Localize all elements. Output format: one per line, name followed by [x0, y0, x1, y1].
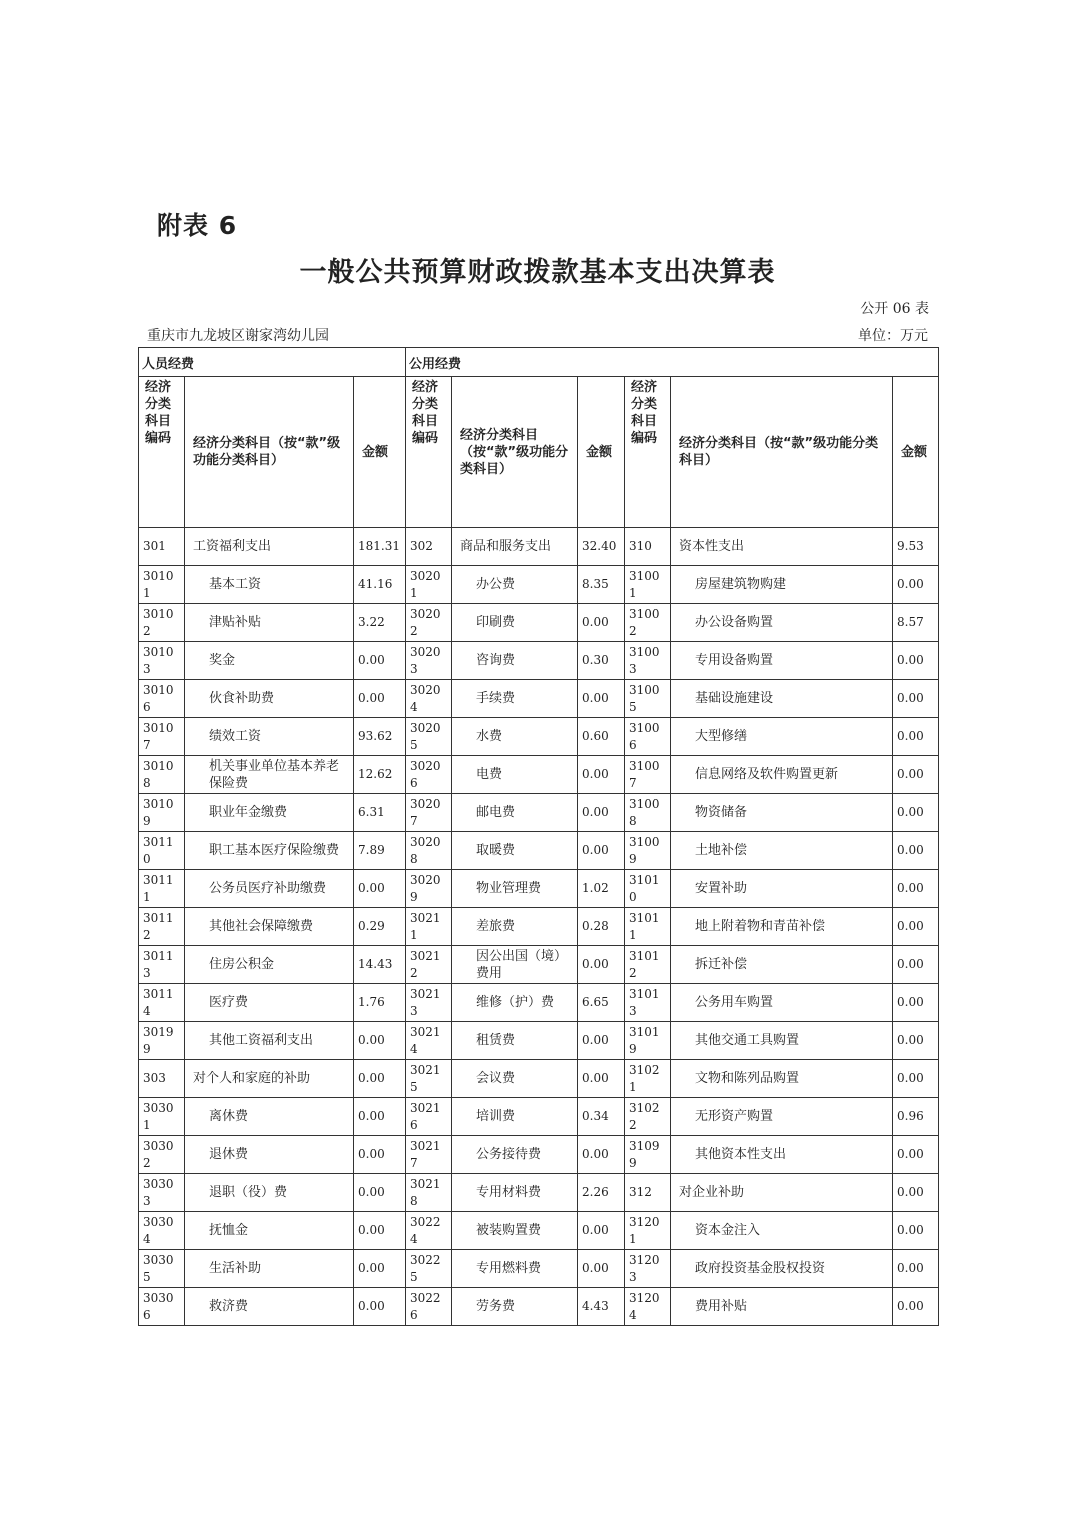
cell-code-1: 303 — [139, 1060, 185, 1098]
cell-amount-2: 0.00 — [578, 680, 625, 718]
cell-name-2: 会议费 — [452, 1060, 578, 1098]
cell-code-2: 30208 — [406, 832, 452, 870]
cell-code-2: 30215 — [406, 1060, 452, 1098]
cell-name-2: 专用燃料费 — [452, 1250, 578, 1288]
cell-name-1: 津贴补贴 — [185, 604, 354, 642]
table-code: 公开 06 表 — [860, 301, 929, 317]
cell-name-3: 资本金注入 — [671, 1212, 893, 1250]
cell-code-3: 31019 — [625, 1022, 671, 1060]
organization-name: 重庆市九龙坡区谢家湾幼儿园 — [147, 328, 329, 344]
cell-code-2: 30211 — [406, 908, 452, 946]
cell-amount-3: 0.00 — [893, 1250, 939, 1288]
header-name-3: 经济分类科目（按“款”级功能分类科目） — [671, 377, 893, 528]
unit-label: 单位：万元 — [858, 328, 928, 344]
cell-amount-2: 0.00 — [578, 756, 625, 794]
cell-amount-1: 0.00 — [354, 1288, 406, 1326]
cell-code-3: 31001 — [625, 566, 671, 604]
cell-code-2: 30225 — [406, 1250, 452, 1288]
cell-code-3: 310 — [625, 528, 671, 566]
cell-code-2: 30204 — [406, 680, 452, 718]
cell-name-2: 公务接待费 — [452, 1136, 578, 1174]
cell-name-2: 劳务费 — [452, 1288, 578, 1326]
cell-amount-2: 0.28 — [578, 908, 625, 946]
cell-code-2: 302 — [406, 528, 452, 566]
cell-name-2: 办公费 — [452, 566, 578, 604]
cell-amount-3: 0.00 — [893, 642, 939, 680]
cell-name-3: 对企业补助 — [671, 1174, 893, 1212]
table-row — [139, 1288, 939, 1326]
cell-code-3: 31007 — [625, 756, 671, 794]
cell-code-3: 31011 — [625, 908, 671, 946]
cell-code-3: 31009 — [625, 832, 671, 870]
cell-amount-2: 0.00 — [578, 794, 625, 832]
cell-code-3: 31021 — [625, 1060, 671, 1098]
cell-amount-2: 0.00 — [578, 1136, 625, 1174]
cell-code-1: 301 — [139, 528, 185, 566]
cell-name-3: 拆迁补偿 — [671, 946, 893, 984]
cell-amount-1: 12.62 — [354, 756, 406, 794]
cell-amount-1: 0.00 — [354, 1136, 406, 1174]
cell-amount-1: 7.89 — [354, 832, 406, 870]
cell-amount-1: 6.31 — [354, 794, 406, 832]
cell-code-3: 31204 — [625, 1288, 671, 1326]
cell-name-2: 水费 — [452, 718, 578, 756]
cell-name-3: 大型修缮 — [671, 718, 893, 756]
cell-code-3: 31010 — [625, 870, 671, 908]
cell-code-1: 30106 — [139, 680, 185, 718]
cell-code-3: 31203 — [625, 1250, 671, 1288]
cell-amount-1: 0.00 — [354, 1174, 406, 1212]
cell-amount-2: 0.00 — [578, 832, 625, 870]
header-amount-1: 金额 — [354, 377, 406, 528]
cell-code-3: 31201 — [625, 1212, 671, 1250]
cell-amount-2: 1.02 — [578, 870, 625, 908]
cell-amount-2: 6.65 — [578, 984, 625, 1022]
cell-name-2: 因公出国（境）费用 — [452, 946, 578, 984]
cell-code-1: 30111 — [139, 870, 185, 908]
cell-code-1: 30110 — [139, 832, 185, 870]
cell-name-1: 救济费 — [185, 1288, 354, 1326]
cell-amount-3: 0.00 — [893, 718, 939, 756]
cell-amount-1: 1.76 — [354, 984, 406, 1022]
cell-amount-2: 0.00 — [578, 1250, 625, 1288]
table-row — [139, 794, 939, 832]
cell-name-1: 职业年金缴费 — [185, 794, 354, 832]
expenditure-table — [138, 347, 939, 1326]
table-row — [139, 1212, 939, 1250]
cell-code-3: 312 — [625, 1174, 671, 1212]
cell-code-3: 31003 — [625, 642, 671, 680]
cell-name-3: 物资储备 — [671, 794, 893, 832]
section-personnel: 人员经费 — [139, 348, 406, 377]
cell-code-1: 30199 — [139, 1022, 185, 1060]
table-row — [139, 680, 939, 718]
table-row — [139, 946, 939, 984]
cell-name-2: 租赁费 — [452, 1022, 578, 1060]
cell-name-1: 其他社会保障缴费 — [185, 908, 354, 946]
cell-amount-3: 0.00 — [893, 1022, 939, 1060]
cell-code-2: 30202 — [406, 604, 452, 642]
cell-amount-1: 14.43 — [354, 946, 406, 984]
cell-code-1: 30101 — [139, 566, 185, 604]
cell-name-1: 医疗费 — [185, 984, 354, 1022]
cell-name-1: 职工基本医疗保险缴费 — [185, 832, 354, 870]
cell-amount-1: 0.00 — [354, 680, 406, 718]
column-header-row — [139, 377, 939, 528]
cell-amount-2: 0.34 — [578, 1098, 625, 1136]
cell-code-1: 30103 — [139, 642, 185, 680]
cell-code-1: 30112 — [139, 908, 185, 946]
cell-amount-1: 181.31 — [354, 528, 406, 566]
cell-amount-2: 32.40 — [578, 528, 625, 566]
table-row — [139, 1022, 939, 1060]
cell-code-2: 30212 — [406, 946, 452, 984]
cell-name-3: 资本性支出 — [671, 528, 893, 566]
table-row — [139, 718, 939, 756]
cell-amount-3: 0.00 — [893, 1174, 939, 1212]
cell-amount-1: 0.00 — [354, 870, 406, 908]
cell-name-1: 住房公积金 — [185, 946, 354, 984]
cell-name-3: 公务用车购置 — [671, 984, 893, 1022]
cell-code-1: 30306 — [139, 1288, 185, 1326]
table-row — [139, 1250, 939, 1288]
cell-amount-3: 0.00 — [893, 756, 939, 794]
header-code-1: 经济分类科目编码 — [139, 377, 185, 528]
cell-code-3: 31002 — [625, 604, 671, 642]
cell-name-1: 离休费 — [185, 1098, 354, 1136]
cell-amount-3: 0.96 — [893, 1098, 939, 1136]
table-row — [139, 1174, 939, 1212]
cell-name-2: 差旅费 — [452, 908, 578, 946]
cell-code-2: 30226 — [406, 1288, 452, 1326]
cell-amount-2: 0.00 — [578, 1212, 625, 1250]
cell-name-2: 商品和服务支出 — [452, 528, 578, 566]
cell-amount-2: 8.35 — [578, 566, 625, 604]
cell-amount-1: 0.29 — [354, 908, 406, 946]
cell-name-3: 专用设备购置 — [671, 642, 893, 680]
cell-name-2: 电费 — [452, 756, 578, 794]
cell-amount-3: 0.00 — [893, 680, 939, 718]
cell-code-3: 31013 — [625, 984, 671, 1022]
cell-amount-3: 0.00 — [893, 566, 939, 604]
cell-code-1: 30301 — [139, 1098, 185, 1136]
cell-code-2: 30207 — [406, 794, 452, 832]
cell-name-2: 维修（护）费 — [452, 984, 578, 1022]
table-row — [139, 642, 939, 680]
table-row — [139, 566, 939, 604]
cell-code-2: 30205 — [406, 718, 452, 756]
cell-amount-2: 0.60 — [578, 718, 625, 756]
cell-name-3: 基础设施建设 — [671, 680, 893, 718]
cell-name-3: 其他资本性支出 — [671, 1136, 893, 1174]
cell-code-1: 30304 — [139, 1212, 185, 1250]
cell-amount-3: 0.00 — [893, 908, 939, 946]
cell-code-2: 30206 — [406, 756, 452, 794]
cell-code-3: 31022 — [625, 1098, 671, 1136]
header-name-2: 经济分类科目（按“款”级功能分类科目） — [452, 377, 578, 528]
cell-code-1: 30107 — [139, 718, 185, 756]
cell-name-2: 印刷费 — [452, 604, 578, 642]
cell-code-3: 31099 — [625, 1136, 671, 1174]
cell-amount-2: 2.26 — [578, 1174, 625, 1212]
cell-code-1: 30302 — [139, 1136, 185, 1174]
table-row — [139, 604, 939, 642]
cell-code-2: 30214 — [406, 1022, 452, 1060]
cell-amount-3: 0.00 — [893, 1212, 939, 1250]
cell-code-1: 30102 — [139, 604, 185, 642]
cell-name-1: 抚恤金 — [185, 1212, 354, 1250]
cell-amount-2: 0.00 — [578, 1060, 625, 1098]
cell-name-3: 文物和陈列品购置 — [671, 1060, 893, 1098]
cell-amount-3: 8.57 — [893, 604, 939, 642]
cell-code-3: 31008 — [625, 794, 671, 832]
cell-code-2: 30203 — [406, 642, 452, 680]
cell-code-1: 30305 — [139, 1250, 185, 1288]
cell-name-2: 手续费 — [452, 680, 578, 718]
section-header-row — [139, 348, 939, 377]
cell-code-2: 30224 — [406, 1212, 452, 1250]
cell-code-3: 31005 — [625, 680, 671, 718]
cell-name-2: 被装购置费 — [452, 1212, 578, 1250]
cell-amount-1: 93.62 — [354, 718, 406, 756]
table-row — [139, 832, 939, 870]
cell-amount-2: 0.00 — [578, 1022, 625, 1060]
cell-name-1: 退职（役）费 — [185, 1174, 354, 1212]
cell-code-1: 30114 — [139, 984, 185, 1022]
cell-name-3: 办公设备购置 — [671, 604, 893, 642]
cell-name-1: 生活补助 — [185, 1250, 354, 1288]
cell-amount-1: 0.00 — [354, 1250, 406, 1288]
cell-amount-1: 3.22 — [354, 604, 406, 642]
cell-name-3: 土地补偿 — [671, 832, 893, 870]
cell-amount-3: 0.00 — [893, 1288, 939, 1326]
header-code-2: 经济分类科目编码 — [406, 377, 452, 528]
header-amount-3: 金额 — [893, 377, 939, 528]
table-row — [139, 1136, 939, 1174]
section-public: 公用经费 — [406, 348, 939, 377]
annex-label: 附表 6 — [157, 211, 238, 240]
cell-name-2: 咨询费 — [452, 642, 578, 680]
table-row — [139, 870, 939, 908]
cell-code-2: 30213 — [406, 984, 452, 1022]
cell-code-1: 30109 — [139, 794, 185, 832]
cell-name-1: 公务员医疗补助缴费 — [185, 870, 354, 908]
cell-name-1: 退休费 — [185, 1136, 354, 1174]
cell-name-1: 其他工资福利支出 — [185, 1022, 354, 1060]
cell-amount-3: 0.00 — [893, 870, 939, 908]
header-code-3: 经济分类科目编码 — [625, 377, 671, 528]
cell-name-3: 无形资产购置 — [671, 1098, 893, 1136]
cell-name-3: 其他交通工具购置 — [671, 1022, 893, 1060]
cell-amount-2: 4.43 — [578, 1288, 625, 1326]
page-title: 一般公共预算财政拨款基本支出决算表 — [299, 257, 776, 288]
cell-code-1: 30303 — [139, 1174, 185, 1212]
cell-amount-1: 0.00 — [354, 1212, 406, 1250]
cell-amount-1: 0.00 — [354, 1022, 406, 1060]
cell-amount-3: 0.00 — [893, 832, 939, 870]
cell-name-1: 对个人和家庭的补助 — [185, 1060, 354, 1098]
cell-name-2: 邮电费 — [452, 794, 578, 832]
cell-amount-3: 9.53 — [893, 528, 939, 566]
cell-name-1: 绩效工资 — [185, 718, 354, 756]
cell-code-2: 30218 — [406, 1174, 452, 1212]
cell-amount-2: 0.00 — [578, 604, 625, 642]
cell-code-3: 31012 — [625, 946, 671, 984]
table-row — [139, 1098, 939, 1136]
table-row — [139, 984, 939, 1022]
cell-name-2: 物业管理费 — [452, 870, 578, 908]
cell-name-2: 培训费 — [452, 1098, 578, 1136]
cell-amount-2: 0.00 — [578, 946, 625, 984]
cell-name-1: 伙食补助费 — [185, 680, 354, 718]
cell-name-3: 信息网络及软件购置更新 — [671, 756, 893, 794]
cell-name-1: 奖金 — [185, 642, 354, 680]
cell-amount-3: 0.00 — [893, 1136, 939, 1174]
table-row — [139, 908, 939, 946]
cell-amount-3: 0.00 — [893, 1060, 939, 1098]
cell-name-1: 机关事业单位基本养老保险费 — [185, 756, 354, 794]
cell-code-2: 30217 — [406, 1136, 452, 1174]
table-row — [139, 528, 939, 566]
cell-name-3: 政府投资基金股权投资 — [671, 1250, 893, 1288]
cell-code-2: 30209 — [406, 870, 452, 908]
cell-amount-1: 41.16 — [354, 566, 406, 604]
cell-name-3: 安置补助 — [671, 870, 893, 908]
header-name-1: 经济分类科目（按“款”级功能分类科目） — [185, 377, 354, 528]
cell-code-3: 31006 — [625, 718, 671, 756]
cell-code-2: 30216 — [406, 1098, 452, 1136]
cell-amount-1: 0.00 — [354, 1060, 406, 1098]
cell-amount-3: 0.00 — [893, 984, 939, 1022]
cell-amount-1: 0.00 — [354, 1098, 406, 1136]
cell-code-1: 30113 — [139, 946, 185, 984]
cell-name-3: 地上附着物和青苗补偿 — [671, 908, 893, 946]
cell-name-1: 基本工资 — [185, 566, 354, 604]
cell-name-3: 费用补贴 — [671, 1288, 893, 1326]
cell-name-3: 房屋建筑物购建 — [671, 566, 893, 604]
cell-amount-1: 0.00 — [354, 642, 406, 680]
cell-code-2: 30201 — [406, 566, 452, 604]
cell-amount-3: 0.00 — [893, 794, 939, 832]
cell-amount-3: 0.00 — [893, 946, 939, 984]
cell-code-1: 30108 — [139, 756, 185, 794]
cell-name-2: 专用材料费 — [452, 1174, 578, 1212]
header-amount-2: 金额 — [578, 377, 625, 528]
cell-amount-2: 0.30 — [578, 642, 625, 680]
cell-name-1: 工资福利支出 — [185, 528, 354, 566]
table-row — [139, 1060, 939, 1098]
table-row — [139, 756, 939, 794]
cell-name-2: 取暖费 — [452, 832, 578, 870]
